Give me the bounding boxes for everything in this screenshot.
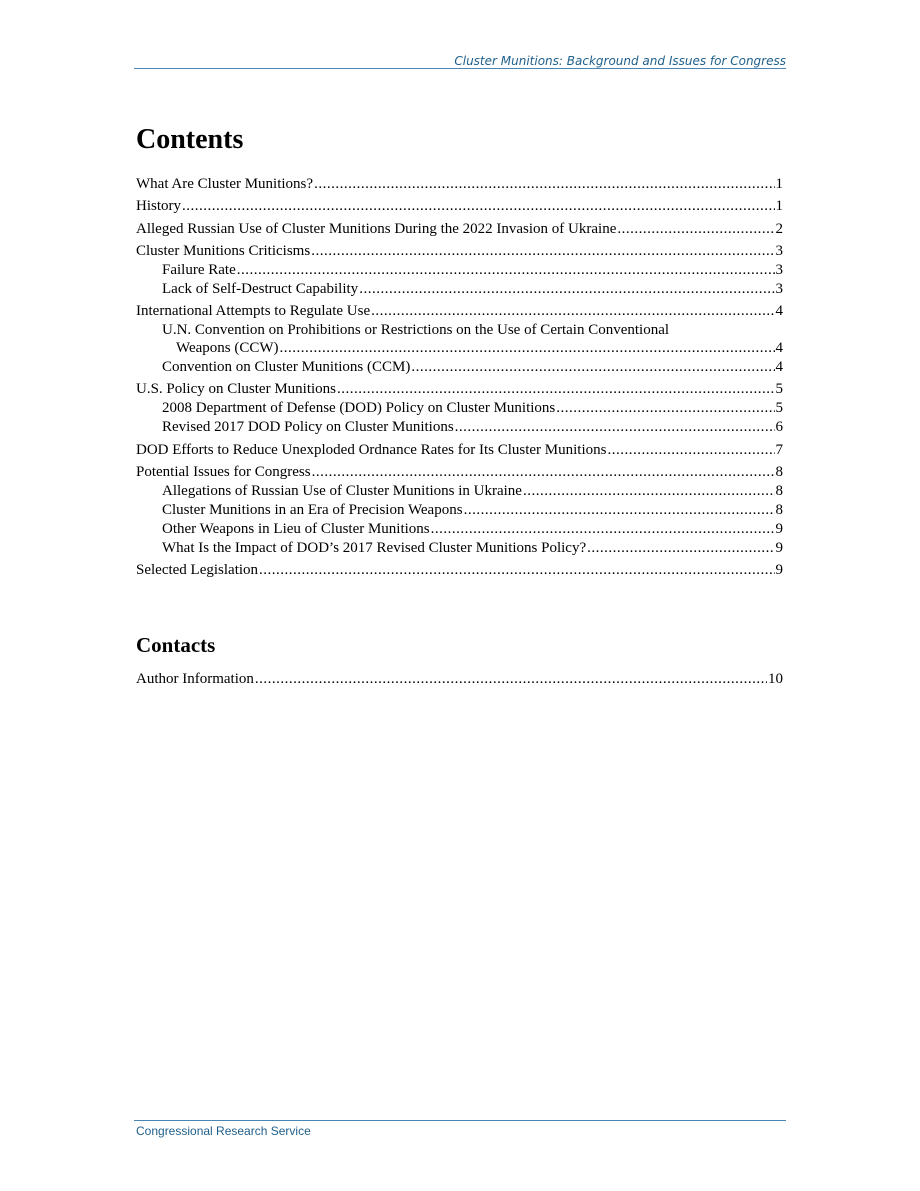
header-divider xyxy=(134,68,786,69)
toc-subentry[interactable] xyxy=(162,482,783,500)
toc-leader xyxy=(280,339,775,357)
toc-entry-page: 8 xyxy=(775,483,783,500)
toc-subentry[interactable] xyxy=(162,501,783,519)
toc-entry[interactable] xyxy=(136,302,783,320)
contents-heading: Contents xyxy=(136,124,244,155)
toc-entry-page: 6 xyxy=(775,419,783,436)
toc-leader xyxy=(255,670,767,688)
toc-entry-title: U.S. Policy on Cluster Munitions xyxy=(136,381,337,398)
toc-entry-page: 5 xyxy=(775,400,783,417)
toc-leader xyxy=(607,441,774,459)
toc-entry-page: 5 xyxy=(775,381,783,398)
toc-entry-title: Convention on Cluster Munitions (CCM) xyxy=(162,359,411,376)
running-header: Cluster Munitions: Background and Issues for Congress xyxy=(454,54,786,68)
toc-subentry[interactable] xyxy=(162,539,783,557)
toc-leader xyxy=(431,520,775,538)
toc-leader xyxy=(237,261,775,279)
toc-entry[interactable] xyxy=(136,670,783,688)
toc-entry-page: 1 xyxy=(775,176,783,192)
toc-subentry[interactable] xyxy=(162,520,783,538)
toc-leader xyxy=(411,358,774,376)
toc-entry-page: 2 xyxy=(775,220,783,237)
toc-subentry[interactable] xyxy=(162,418,783,436)
running-footer: Congressional Research Service xyxy=(136,1124,311,1138)
toc-subentry[interactable] xyxy=(162,261,783,279)
toc-entry-title: Selected Legislation xyxy=(136,562,259,579)
toc-entry[interactable] xyxy=(136,441,783,459)
toc-entry-title: Lack of Self-Destruct Capability xyxy=(162,280,359,297)
toc-entry-title: DOD Efforts to Reduce Unexploded Ordnance Rates for Its Cluster Munitions xyxy=(136,441,607,458)
toc-entry[interactable] xyxy=(136,561,783,579)
toc-subentry[interactable] xyxy=(162,358,783,376)
toc-entry-page: 3 xyxy=(775,280,783,297)
toc-leader xyxy=(371,302,774,320)
toc-entry[interactable] xyxy=(136,197,783,215)
toc-subentry[interactable] xyxy=(162,280,783,298)
toc-entry-page: 9 xyxy=(775,540,783,557)
footer-divider xyxy=(134,1120,786,1121)
toc-entry-title: Cluster Munitions Criticisms xyxy=(136,242,311,259)
toc-entry-page: 4 xyxy=(775,303,783,320)
toc-entry-page: 4 xyxy=(775,359,783,376)
toc-entry-title: Failure Rate xyxy=(162,261,236,278)
toc-entry-title: Alleged Russian Use of Cluster Munitions During the 2022 Invasion of Ukraine xyxy=(136,220,617,237)
toc-leader xyxy=(182,197,775,215)
toc-entry-title: History xyxy=(136,198,181,215)
toc-entry-title: What Is the Impact of DOD’s 2017 Revised Cluster Munitions Policy? xyxy=(162,540,587,557)
contacts-heading: Contacts xyxy=(136,633,216,657)
toc-entry-title: Author Information xyxy=(136,671,254,687)
toc-leader xyxy=(337,380,774,398)
toc-entry[interactable] xyxy=(136,242,783,260)
toc-entry-title: Cluster Munitions in an Era of Precision Weapons xyxy=(162,502,463,519)
toc-entry-page: 3 xyxy=(775,242,783,259)
toc-entry-title: Potential Issues for Congress xyxy=(136,464,311,481)
toc-leader xyxy=(556,399,774,417)
toc-entry-page: 10 xyxy=(768,671,783,687)
toc-leader xyxy=(464,501,775,519)
toc-leader xyxy=(314,175,774,193)
toc-leader xyxy=(259,561,774,579)
toc-entry-page: 3 xyxy=(775,261,783,278)
toc-leader xyxy=(617,220,774,238)
toc-leader xyxy=(311,242,774,260)
toc-entry[interactable] xyxy=(136,463,783,481)
toc-leader xyxy=(587,539,774,557)
toc-entry-title: International Attempts to Regulate Use xyxy=(136,303,371,320)
toc-entry-page: 7 xyxy=(775,441,783,458)
toc-leader xyxy=(359,280,774,298)
toc-entry[interactable] xyxy=(136,175,783,193)
contacts-list xyxy=(136,670,783,692)
contents-list xyxy=(136,175,783,584)
toc-entry-title: Revised 2017 DOD Policy on Cluster Munitions xyxy=(162,419,454,436)
toc-entry-page: 4 xyxy=(775,340,783,357)
toc-entry-page: 9 xyxy=(775,521,783,538)
toc-entry-page: 8 xyxy=(775,502,783,519)
toc-entry-title-continued: Weapons (CCW) xyxy=(176,340,279,357)
toc-entry-title: Allegations of Russian Use of Cluster Munitions in Ukraine xyxy=(162,483,522,500)
toc-leader xyxy=(455,418,775,436)
toc-subentry[interactable] xyxy=(162,321,783,357)
toc-entry[interactable] xyxy=(136,220,783,238)
toc-entry-page: 1 xyxy=(775,198,783,215)
toc-entry-title: What Are Cluster Munitions? xyxy=(136,176,314,192)
toc-entry[interactable] xyxy=(136,380,783,398)
toc-leader xyxy=(312,463,775,481)
toc-entry-page: 9 xyxy=(775,562,783,579)
toc-subentry[interactable] xyxy=(162,399,783,417)
toc-entry-page: 8 xyxy=(775,464,783,481)
toc-entry-title: 2008 Department of Defense (DOD) Policy on Cluster Munitions xyxy=(162,400,556,417)
toc-leader xyxy=(523,482,775,500)
toc-entry-title: Other Weapons in Lieu of Cluster Munitions xyxy=(162,521,430,538)
toc-entry-title: U.N. Convention on Prohibitions or Restrictions on the Use of Certain Conventional xyxy=(162,322,670,339)
